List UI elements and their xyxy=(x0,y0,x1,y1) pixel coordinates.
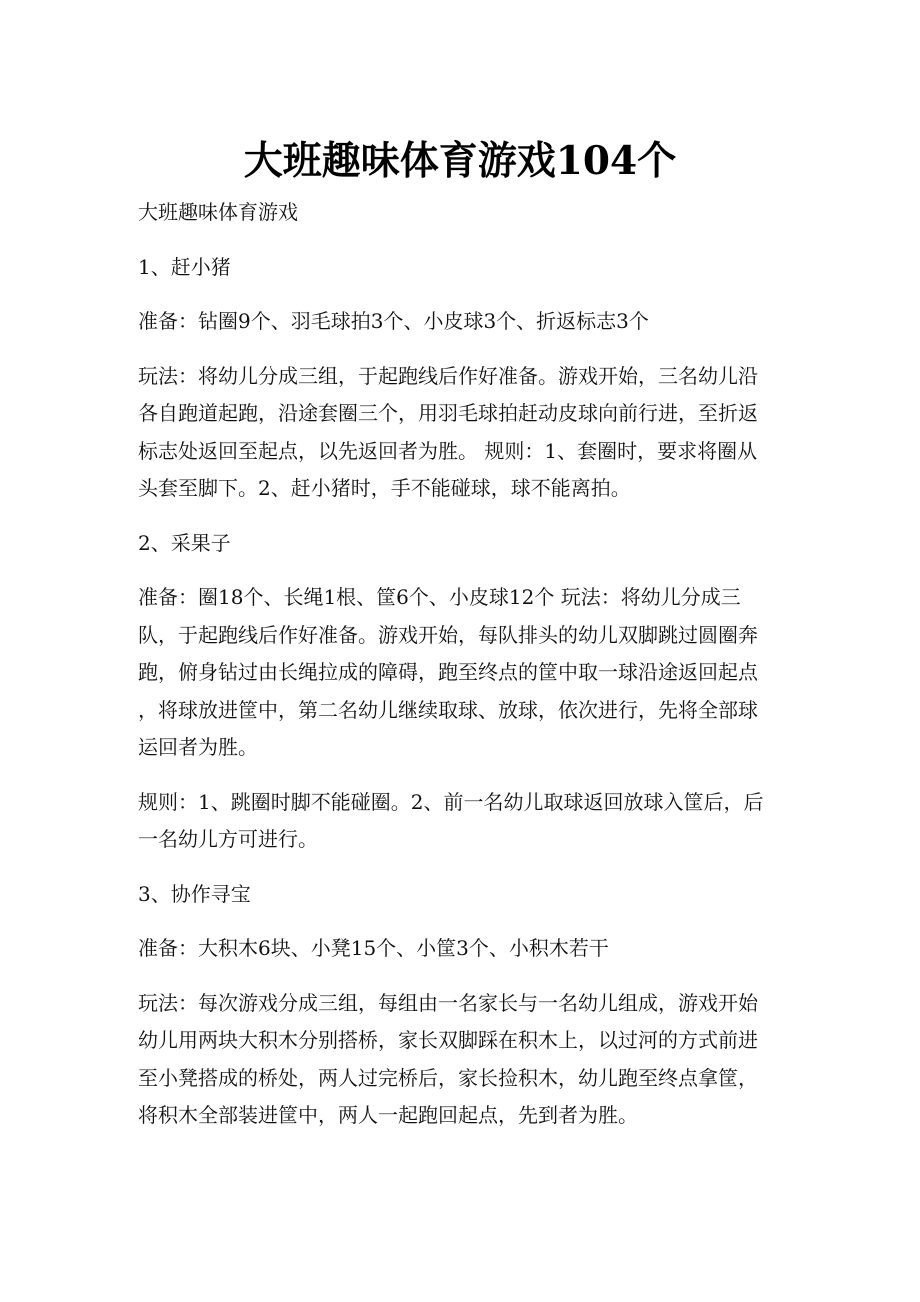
paragraph xyxy=(138,579,798,767)
text-line: 准备：圈18个、长绳1根、筐6个、小皮球12个 玩法：将幼儿分成三 xyxy=(138,585,741,609)
text-line: 将积木全部装进筐中，两人一起跑回起点，先到者为胜。 xyxy=(138,1103,638,1127)
text-line: 运回者为胜。 xyxy=(138,735,258,759)
paragraph xyxy=(138,784,798,859)
text-line: 3、协作寻宝 xyxy=(138,881,251,906)
text-line: 2、采果子 xyxy=(138,530,231,555)
document-body xyxy=(138,194,798,1152)
text-line: 各自跑道起跑，沿途套圈三个，用羽毛球拍赶动皮球向前行进，至折返 xyxy=(138,401,758,425)
text-line: 规则：1、跳圈时脚不能碰圈。2、前一名幼儿取球返回放球入筐后，后 xyxy=(138,789,764,814)
text-line: 标志处返回至起点，以先返回者为胜。 规则：1、套圈时，要求将圈从 xyxy=(138,438,758,463)
paragraph xyxy=(138,525,798,563)
paragraph xyxy=(138,930,798,968)
document-title: 大班趣味体育游戏104个 xyxy=(243,138,677,185)
text-line: ，将球放进筐中，第二名幼儿继续取球、放球，依次进行，先将全部球 xyxy=(138,697,758,722)
text-line: 玩法：将幼儿分成三组，于起跑线后作好准备。游戏开始，三名幼儿沿 xyxy=(138,363,758,388)
paragraph xyxy=(138,249,798,287)
text-line: 准备：钻圈9个、羽毛球拍3个、小皮球3个、折返标志3个 xyxy=(138,309,649,333)
text-line: 一名幼儿方可进行。 xyxy=(138,827,318,851)
text-line: 准备：大积木6块、小凳15个、小筐3个、小积木若干 xyxy=(138,936,609,960)
text-line: 玩法：每次游戏分成三组，每组由一名家长与一名幼儿组成，游戏开始 xyxy=(138,990,758,1015)
paragraph xyxy=(138,194,798,232)
paragraph xyxy=(138,876,798,914)
text-line: 1、赶小猪 xyxy=(138,254,231,279)
text-line: 大班趣味体育游戏 xyxy=(138,200,298,224)
text-line: 至小凳搭成的桥处，两人过完桥后，家长捡积木，幼儿跑至终点拿筐， xyxy=(138,1065,758,1090)
paragraph xyxy=(138,358,798,508)
text-line: 跑，俯身钻过由长绳拉成的障碍，跑至终点的筐中取一球沿途返回起点 xyxy=(138,660,758,684)
paragraph xyxy=(138,303,798,341)
text-line: 头套至脚下。2、赶小猪时，手不能碰球，球不能离拍。 xyxy=(138,476,631,500)
text-line: 幼儿用两块大积木分别搭桥，家长双脚踩在积木上，以过河的方式前进 xyxy=(138,1028,758,1052)
text-line: 队，于起跑线后作好准备。游戏开始，每队排头的幼儿双脚跳过圆圈奔 xyxy=(138,622,758,647)
paragraph xyxy=(138,985,798,1135)
